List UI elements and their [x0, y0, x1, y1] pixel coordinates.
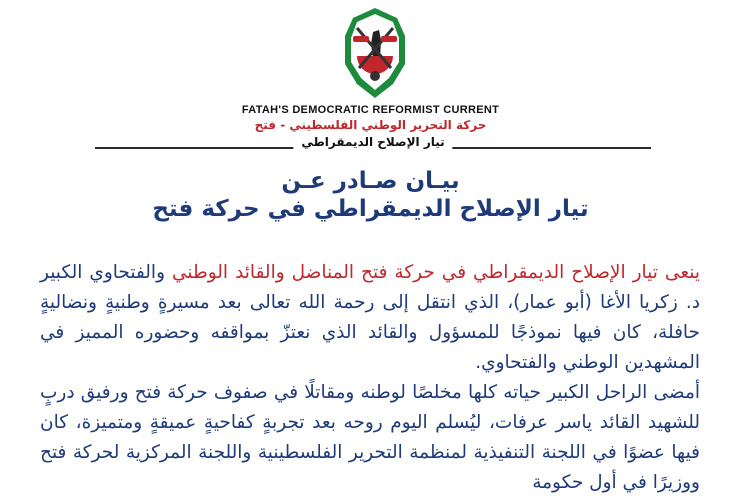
statement-title-line1: بيـان صـادر عـن	[281, 168, 460, 194]
paragraph-1-highlight: ينعى تيار الإصلاح الديمقراطي في حركة فتح المناضل والقائد الوطني	[172, 262, 700, 283]
current-name-label: تيار الإصلاح الديمقراطي	[293, 135, 452, 149]
org-name-english: FATAH'S DEMOCRATIC REFORMIST CURRENT	[241, 104, 500, 116]
paragraph-2: أمضى الراحل الكبير حياته كلها مخلصًا لوطنه ومقاتلًا في صفوف حركة فتح ورفيق دربٍ للشهيد القائد ياسر عرفات، ليُسلم اليوم روحه بعد تجربةٍ كفاحيةٍ عميقةٍ ومتميزة، كان فيها عضوًا في اللجنة التنفيذية لمنظمة التحرير الفلسطينية واللجنة المركزية لحركة فتح ووزيرًا في أول حكومة	[40, 382, 700, 493]
org-name-arabic: حركة التحرير الوطني الفلسطيني - فتح	[254, 118, 487, 132]
paragraph-1-text: والفتحاوي الكبير د. زكريا الأغا (أبو عمار)، الذي انتقل إلى رحمة الله تعالى بعد مسيرةٍ وطنيةٍ ونضاليةٍ حافلة، كان فيها نموذجًا للمسؤول والقائد الذي نعتزّ بمواقفه وحضوره المميز في المشهدين الوطني والفتحاوي.	[40, 262, 700, 373]
header-divider	[95, 133, 651, 155]
fatah-emblem-icon	[335, 6, 415, 102]
statement-title-line2: تيار الإصلاح الديمقراطي في حركة فتح	[152, 196, 589, 222]
paragraph-1	[40, 258, 700, 378]
